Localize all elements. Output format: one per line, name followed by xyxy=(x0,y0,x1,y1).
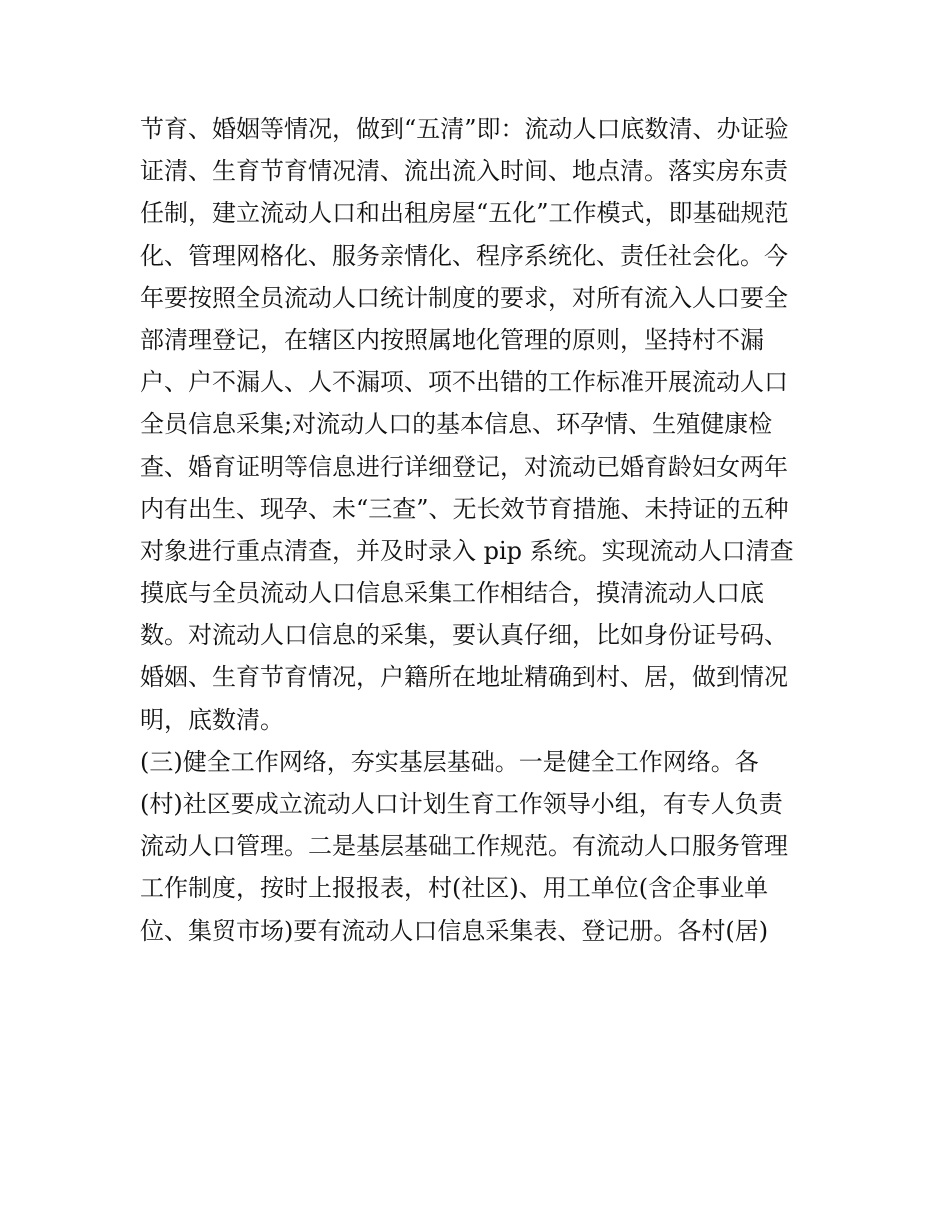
text-line-3: 任制，建立流动人口和出租房屋“五化”工作模式，即基础规范 xyxy=(140,199,789,228)
text-line-8: 全员信息采集;对流动人口的基本信息、环孕情、生殖健康检 xyxy=(140,410,773,439)
body-text xyxy=(140,108,820,952)
text-line-10: 内有出生、现孕、未“三查”、无长效节育措施、未持证的五种 xyxy=(140,494,789,523)
text-line-13: 数。对流动人口信息的采集，要认真仔细，比如身份证号码、 xyxy=(140,621,788,650)
text-line-16: (三)健全工作网络，夯实基层基础。一是健全工作网络。各 xyxy=(140,747,759,776)
text-line-11: 对象进行重点清查，并及时录入 pip 系统。实现流动人口清查 xyxy=(140,536,794,565)
text-line-1: 节育、婚姻等情况，做到“五清”即：流动人口底数清、办证验 xyxy=(140,115,789,143)
text-line-18: 流动人口管理。二是基层基础工作规范。有流动人口服务管理 xyxy=(140,832,788,861)
text-line-4: 化、管理网格化、服务亲情化、程序系统化、责任社会化。今 xyxy=(140,241,788,270)
text-line-9: 查、婚育证明等信息进行详细登记，对流动已婚育龄妇女两年 xyxy=(140,452,788,481)
text-line-2: 证清、生育节育情况清、流出流入时间、地点清。落实房东责 xyxy=(140,157,788,186)
text-line-5: 年要按照全员流动人口统计制度的要求，对所有流入人口要全 xyxy=(140,283,788,312)
text-line-17: (村)社区要成立流动人口计划生育工作领导小组，有专人负责 xyxy=(140,790,783,818)
text-line-20: 位、集贸市场)要有流动人口信息采集表、登记册。各村(居) xyxy=(140,916,769,945)
text-line-14: 婚姻、生育节育情况，户籍所在地址精确到村、居，做到情况 xyxy=(140,663,788,692)
text-line-19: 工作制度，按时上报报表，村(社区)、用工单位(含企事业单 xyxy=(140,874,769,903)
text-line-6: 部清理登记，在辖区内按照属地化管理的原则，坚持村不漏 xyxy=(140,325,764,354)
text-line-12: 摸底与全员流动人口信息采集工作相结合，摸清流动人口底 xyxy=(140,579,764,608)
text-line-15: 明，底数清。 xyxy=(140,705,284,734)
text-line-7: 户、户不漏人、人不漏项、项不出错的工作标准开展流动人口 xyxy=(140,368,788,397)
